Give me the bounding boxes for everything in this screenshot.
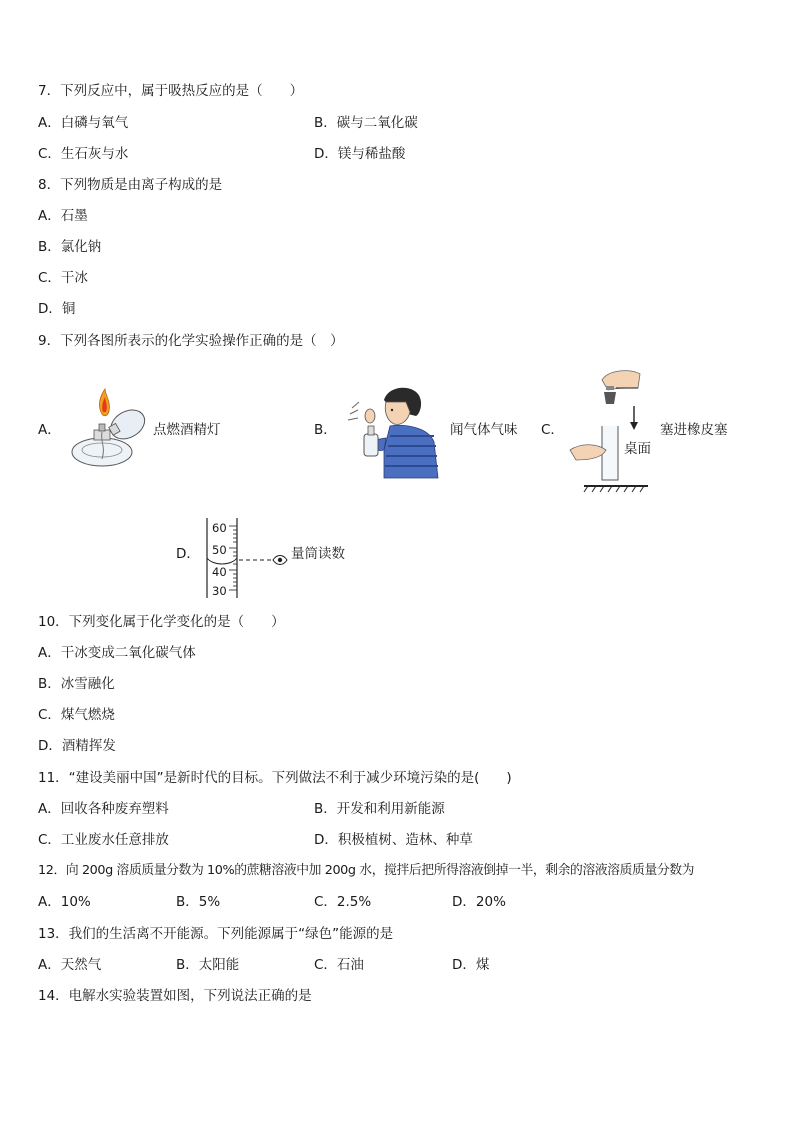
q10-option-b: B．冰雪融化: [38, 676, 115, 692]
q13-option-d: D．煤: [452, 957, 490, 973]
q11-option-c: C．工业废水任意排放: [38, 832, 169, 848]
q14-stem: 14．电解水实验装置如图，下列说法正确的是: [38, 988, 312, 1004]
q10-stem: 10．下列变化属于化学变化的是（ ）: [38, 614, 285, 630]
q13-option-c: C．石油: [314, 957, 364, 973]
cylinder-tick-40: 40: [212, 565, 227, 579]
q13-option-b: B．太阳能: [176, 957, 240, 973]
q7-option-c: C．生石灰与水: [38, 146, 129, 162]
q9-option-b-caption: 闻气体气味: [450, 422, 518, 438]
q9-option-d-letter: D．: [176, 546, 200, 562]
q9-stem: 9．下列各图所表示的化学实验操作正确的是（ ）: [38, 333, 344, 349]
q7-stem: 7．下列反应中，属于吸热反应的是（ ）: [38, 83, 304, 99]
q12-option-d: D．20%: [452, 894, 506, 910]
q10-option-c: C．煤气燃烧: [38, 707, 115, 723]
q10-option-a: A．干冰变成二氧化碳气体: [38, 645, 196, 661]
cylinder-tick-60: 60: [212, 521, 227, 535]
q9-option-a-caption: 点燃酒精灯: [153, 422, 221, 438]
q12-option-a: A．10%: [38, 894, 91, 910]
q8-option-a: A．石墨: [38, 208, 88, 224]
q12-stem: 12．向 200g 溶质质量分数为 10%的蔗糖溶液中加 200g 水，搅拌后把所得溶液倒掉一半，剩余的溶液溶质质量分数为: [38, 863, 695, 878]
cylinder-tick-50: 50: [212, 543, 227, 557]
q13-option-a: A．天然气: [38, 957, 102, 973]
q9-option-c-letter: C．: [541, 422, 564, 438]
q7-option-b: B．碳与二氧化碳: [314, 115, 418, 131]
cylinder-tick-30: 30: [212, 584, 227, 598]
q11-option-b: B．开发和利用新能源: [314, 801, 445, 817]
inserting-stopper-figure: [568, 366, 652, 494]
q9-option-b-letter: B．: [314, 422, 337, 438]
q7-option-a: A．白磷与氧气: [38, 115, 129, 131]
smelling-gas-figure: [344, 380, 444, 480]
q10-option-d: D．酒精挥发: [38, 738, 116, 754]
q8-stem: 8．下列物质是由离子构成的是: [38, 177, 223, 193]
alcohol-lamp-figure: [64, 384, 156, 474]
q9-option-a-letter: A．: [38, 422, 61, 438]
q12-option-b: B．5%: [176, 894, 221, 910]
q8-option-b: B．氯化钠: [38, 239, 102, 255]
q12-option-c: C．2.5%: [314, 894, 372, 910]
q8-option-d: D．铜: [38, 301, 76, 317]
q11-option-d: D．积极植树、造林、种草: [314, 832, 473, 848]
q11-stem: 11．“建设美丽中国”是新时代的目标。下列做法不利于减少环境污染的是( ): [38, 770, 512, 786]
q7-option-d: D．镁与稀盐酸: [314, 146, 406, 162]
q9-option-d-caption: 量筒读数: [291, 546, 345, 562]
q11-option-a: A．回收各种废弃塑料: [38, 801, 169, 817]
q9-option-c-desk-label: 桌面: [624, 441, 651, 457]
q13-stem: 13．我们的生活离不开能源。下列能源属于“绿色”能源的是: [38, 926, 394, 942]
q9-option-c-caption: 塞进橡皮塞: [660, 422, 728, 438]
q8-option-c: C．干冰: [38, 270, 88, 286]
